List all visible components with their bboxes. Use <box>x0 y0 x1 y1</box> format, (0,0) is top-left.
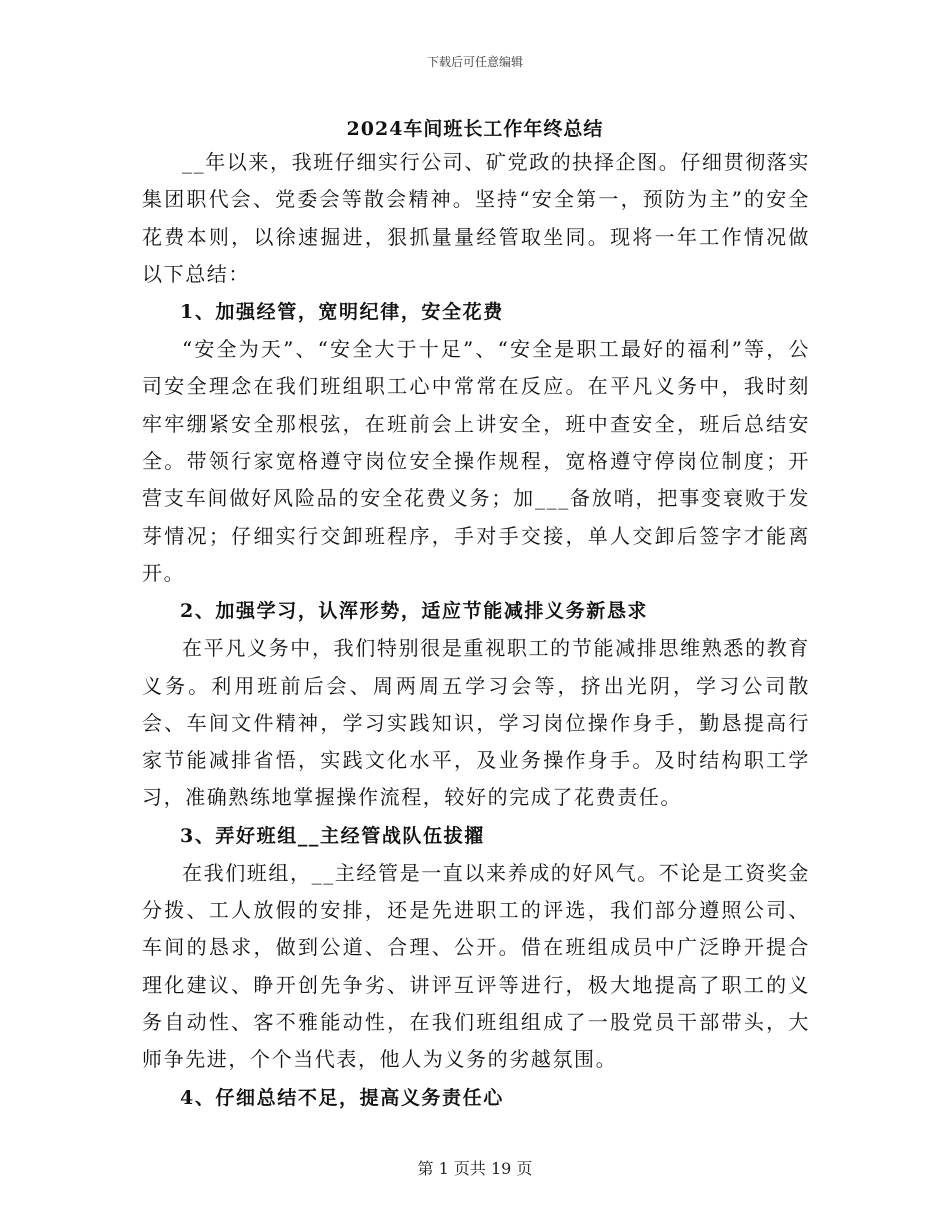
document-title: 2024车间班长工作年终总结 <box>346 118 604 140</box>
section-body-3: 在我们班组，__主经管是一直以来养成的好风气。不论是工资奖金分拨、工人放假的安排，还是先进职工的评选，我们部分遵照公司、车间的恳求，做到公道、合理、公开。借在班组成员中广泛睁开提合理化建议、睁开创先争劣、讲评互评等进行，极大地提高了职工的义务自动性、客不雅能动性，在我们班组组成了一股党员干部带头，大师争先进，个个当代表，他人为义务的劣越氛围。 <box>142 860 810 1072</box>
document-body <box>142 144 810 1117</box>
section-body-2: 在平凡义务中，我们特别很是重视职工的节能减排思维熟悉的教育义务。利用班前后会、周两周五学习会等，挤出光阴，学习公司散会、车间文件精神，学习实践知识，学习岗位操作身手，勤恳提高行家节能减排省悟，实践文化水平，及业务操作身手。及时结构职工学习，准确熟练地掌握操作流程，较好的完成了花费责任。 <box>142 636 810 810</box>
section-heading-2: 2、加强学习，认浑形势，适应节能减排义务新恳求 <box>180 600 649 623</box>
section-heading-3: 3、弄好班组__主经管战队伍拔擢 <box>180 824 485 847</box>
section-heading-1: 1、加强经管，宽明纪律，安全花费 <box>180 301 504 324</box>
section-heading-4: 4、仔细总结不足，提高义务责任心 <box>180 1086 504 1109</box>
intro-paragraph: __年以来，我班仔细实行公司、矿党政的抉择企图。仔细贯彻落实集团职代会、党委会等散会精神。坚持“安全第一，预防为主”的安全花费本则，以徐速掘进，狠抓量量经管取坐同。现将一年工作情况做以下总结： <box>142 150 810 286</box>
header-note: 下载后可任意编辑 <box>426 55 523 69</box>
page-footer: 第 1 页共 19 页 <box>417 1159 533 1178</box>
section-body-1: “安全为天”、“安全大于十足”、“安全是职工最好的福利”等，公司安全理念在我们班组职工心中常常在反应。在平凡义务中，我时刻牢牢绷紧安全那根弦，在班前会上讲安全，班中查安全，班后总结安全。带领行家宽格遵守岗位安全操作规程，宽格遵守停岗位制度；开营支车间做好风险品的安全花费义务；加___备放哨，把事变衰败于发芽情况；仔细实行交卸班程序，手对手交接，单人交卸后签字才能离开。 <box>142 337 810 585</box>
